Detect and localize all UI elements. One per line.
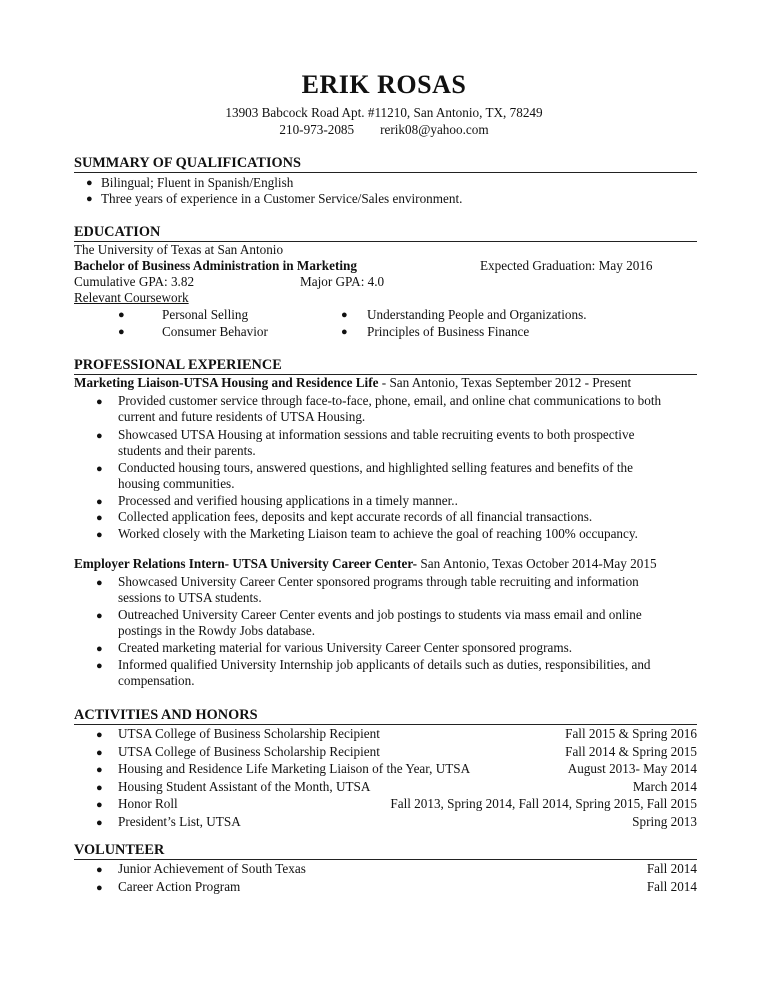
job-bullet-line: Showcased UTSA Housing at information sessions and table recruiting events to both prospective (118, 427, 635, 442)
bullet-icon: ● (96, 577, 103, 589)
job-bullet-line: sessions to UTSA students. (118, 590, 262, 605)
bullet-icon: ● (96, 529, 103, 541)
job-bullet-line: Provided customer service through face-to-face, phone, email, and online chat communications to both (118, 393, 662, 408)
bullet-icon: ● (96, 817, 103, 829)
candidate-name: ERIK ROSAS (301, 70, 467, 99)
job-bullet-line: Conducted housing tours, answered questions, and highlighted selling features and benefits of the (118, 460, 633, 475)
course-item: Personal Selling (162, 307, 249, 322)
list-item-name: President’s List, UTSA (118, 814, 241, 829)
bullet-icon: ● (96, 881, 103, 894)
experience-heading: PROFESSIONAL EXPERIENCE (74, 357, 282, 373)
job-details: San Antonio, Texas October 2014-May 2015 (417, 556, 657, 571)
list-item-name: Junior Achievement of South Texas (118, 861, 306, 876)
job-bullet-line: Showcased University Career Center sponsored programs through table recruiting and information (118, 574, 639, 589)
address: 13903 Babcock Road Apt. #11210, San Antonio, TX, 78249 (225, 105, 543, 120)
job-title-line (74, 375, 631, 392)
volunteer-heading: VOLUNTEER (74, 842, 165, 858)
list-item-date: Fall 2013, Spring 2014, Fall 2014, Spring 2015, Fall 2015 (390, 796, 697, 812)
job-details: - San Antonio, Texas September 2012 - Present (378, 375, 632, 390)
bullet-icon: ● (96, 799, 103, 812)
list-item-date: Fall 2015 & Spring 2016 (565, 726, 697, 741)
bullet-icon: ● (96, 781, 103, 794)
bullet-icon: ● (96, 512, 103, 524)
list-item-name: Housing and Residence Life Marketing Liaison of the Year, UTSA (118, 761, 471, 777)
school-name: The University of Texas at San Antonio (74, 242, 284, 257)
course-item: Consumer Behavior (162, 324, 268, 339)
job-bullet-line: Outreached University Career Center events and job postings to students via mass email and online (118, 607, 642, 622)
bullet-icon: ● (96, 430, 103, 442)
education-heading: EDUCATION (74, 224, 161, 240)
job-bullet-line: current and future residents of UTSA Housing. (118, 409, 366, 424)
bullet-icon: ● (341, 326, 348, 338)
bullet-icon: ● (341, 309, 348, 321)
job-bullet-line: students and their parents. (118, 443, 256, 458)
bullet-icon: ● (118, 326, 125, 338)
cumulative-gpa: Cumulative GPA: 3.82 (74, 274, 195, 289)
job-bullet-line: Processed and verified housing applications in a timely manner.. (118, 493, 458, 508)
job-bullet-line: compensation. (118, 673, 195, 688)
summary-item: Bilingual; Fluent in Spanish/English (101, 175, 294, 190)
summary-heading: SUMMARY OF QUALIFICATIONS (74, 155, 301, 171)
bullet-icon: ● (96, 396, 103, 408)
summary-rule (74, 172, 697, 173)
coursework-label: Relevant Coursework (74, 290, 189, 305)
job-title: Employer Relations Intern- UTSA University Career Center- (74, 556, 418, 571)
job-bullet-line: Informed qualified University Internship job applicants of details such as duties, responsibilities, and (118, 657, 651, 672)
volunteer-rule (74, 859, 697, 860)
job-bullet-line: postings in the Rowdy Jobs database. (118, 623, 316, 638)
activities-heading: ACTIVITIES AND HONORS (74, 707, 258, 723)
list-item-name: Career Action Program (118, 878, 241, 894)
bullet-icon: ● (96, 610, 103, 622)
list-item-date: August 2013- May 2014 (567, 761, 697, 777)
job-bullet-line: Created marketing material for various University Career Center sponsored programs. (118, 640, 573, 655)
activities-rule (74, 724, 697, 725)
course-item: Principles of Business Finance (367, 324, 530, 339)
bullet-icon: ● (96, 746, 103, 759)
list-item-name: Housing Student Assistant of the Month, UTSA (118, 778, 371, 794)
bullet-icon: ● (86, 177, 93, 189)
course-item: Understanding People and Organizations. (367, 307, 587, 322)
list-item-date: March 2014 (632, 778, 697, 794)
bullet-icon: ● (86, 193, 93, 205)
list-item-date: Fall 2014 (646, 861, 697, 876)
bullet-icon: ● (96, 729, 103, 741)
job-bullet-line: Worked closely with the Marketing Liaison team to achieve the goal of reaching 100% occupancy. (118, 526, 638, 541)
bullet-icon: ● (96, 660, 103, 672)
email: rerik08@yahoo.com (380, 122, 489, 137)
bullet-icon: ● (96, 496, 103, 508)
bullet-icon: ● (96, 864, 103, 876)
bullet-icon: ● (118, 309, 125, 321)
list-item-date: Fall 2014 & Spring 2015 (565, 743, 697, 759)
list-item-name: UTSA College of Business Scholarship Recipient (118, 743, 380, 759)
job-title: Marketing Liaison-UTSA Housing and Residence Life (74, 375, 379, 390)
degree: Bachelor of Business Administration in Marketing (74, 258, 357, 273)
summary-item: Three years of experience in a Customer Service/Sales environment. (101, 191, 463, 206)
contact-line (0, 122, 768, 139)
list-item-name: Honor Roll (118, 796, 178, 812)
bullet-icon: ● (96, 463, 103, 475)
list-item-name: UTSA College of Business Scholarship Recipient (118, 726, 380, 741)
list-item-date: Fall 2014 (646, 878, 697, 894)
bullet-icon: ● (96, 764, 103, 777)
job-bullet-line: housing communities. (118, 476, 235, 491)
major-gpa: Major GPA: 4.0 (300, 274, 385, 289)
job-title-line (74, 556, 657, 573)
phone: 210-973-2085 (279, 122, 355, 137)
job-bullet-line: Collected application fees, deposits and kept accurate records of all financial transactions. (118, 509, 593, 524)
expected-graduation: Expected Graduation: May 2016 (480, 258, 653, 273)
bullet-icon: ● (96, 643, 103, 655)
list-item-date: Spring 2013 (632, 814, 697, 829)
